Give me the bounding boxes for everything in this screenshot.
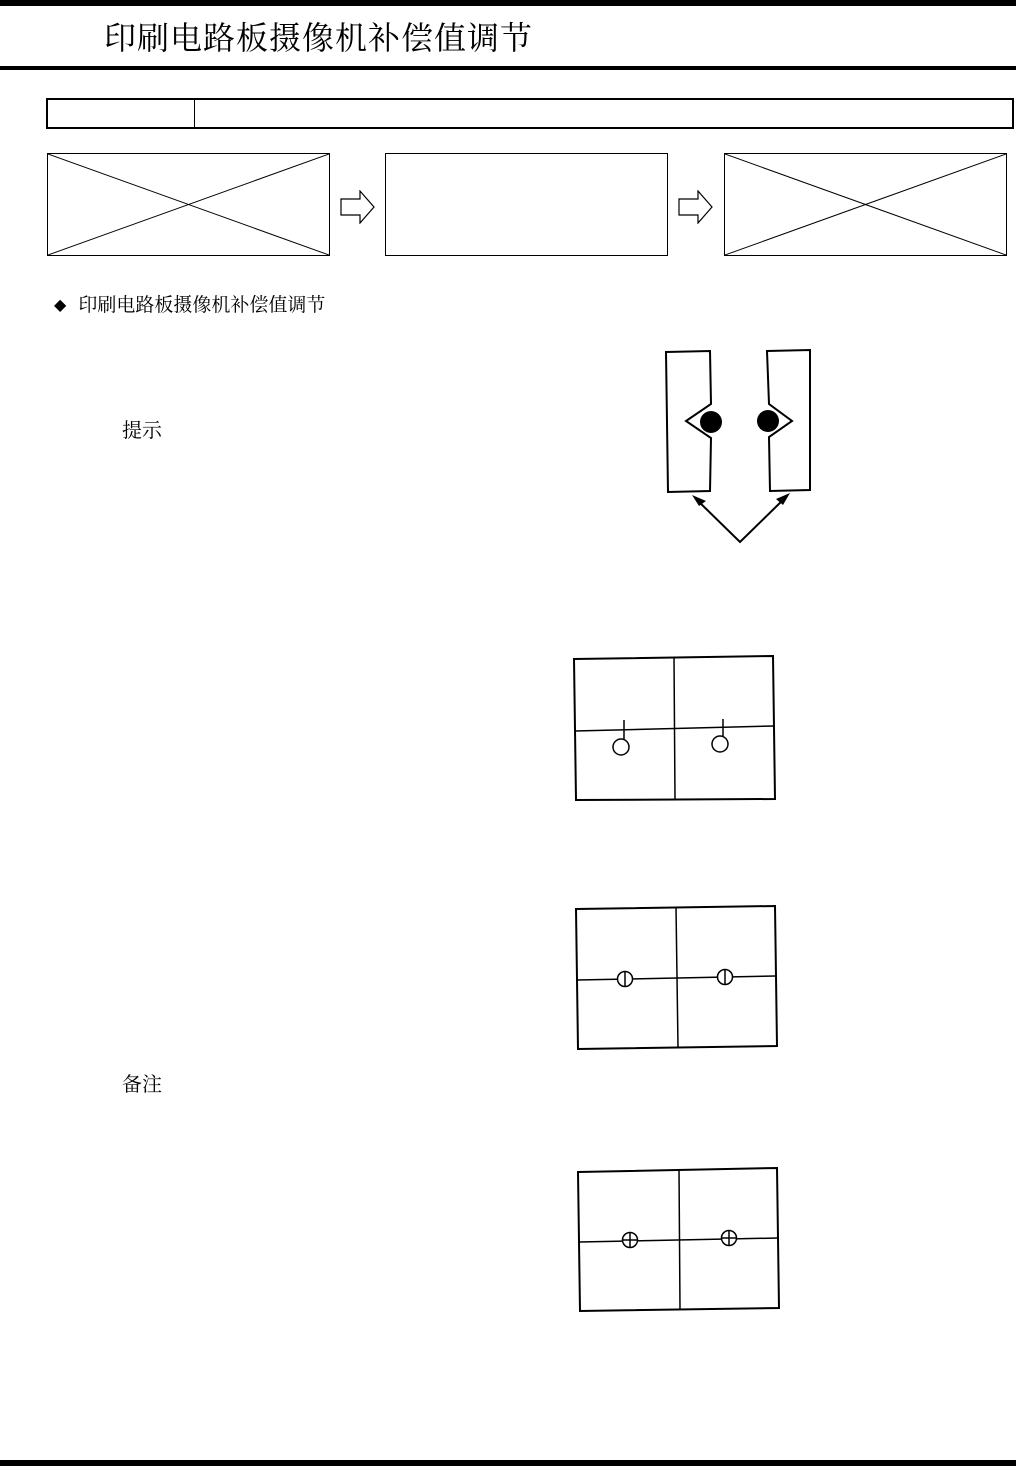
arrowhead-left-icon [692,495,706,506]
placeholder-cross-icon [48,154,329,255]
top-rule [0,0,1016,6]
camera-view-offset-diagram [570,652,782,806]
pointer-lines [696,497,786,542]
flow-arrow-right-icon-2 [678,190,714,224]
info-table-cell-label [48,100,195,127]
placeholder-cross-icon [725,154,1006,255]
tip-label: 提示 [122,418,162,442]
section-heading-text: 印刷电路板摄像机补偿值调节 [78,294,326,316]
clamp-jaws-diagram [650,340,830,550]
title-underline [0,66,1016,70]
right-pin-dot [757,410,779,432]
info-table-cell-value [195,100,1012,127]
note-label: 备注 [122,1072,162,1096]
diamond-bullet-icon: ◆ [54,295,67,314]
flow-step-3-image-placeholder [724,153,1007,256]
page-title: 印刷电路板摄像机补偿值调节 [104,19,534,57]
camera-view-aligned-diagram [574,1164,786,1318]
target-circle-right-icon [712,736,728,752]
target-circle-left-icon [613,739,629,755]
arrowhead-right-icon [776,493,790,505]
flow-step-1-image-placeholder [47,153,330,256]
bottom-rule [0,1460,1016,1466]
flow-arrow-right-icon-1 [340,190,376,224]
flow-step-2-box [385,153,668,256]
section-heading [54,290,325,320]
left-pin-dot [700,411,722,433]
camera-view-adjusted-diagram [572,902,784,1056]
info-table [46,98,1014,129]
